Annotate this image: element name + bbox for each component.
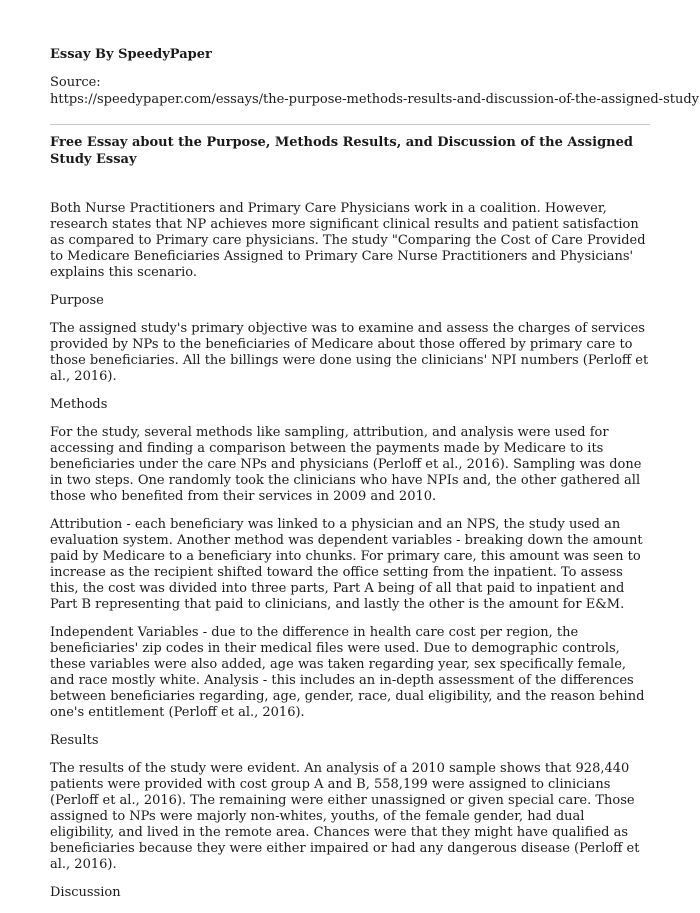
paragraph-independent-variables: Independent Variables - due to the difference in health care cost per region, the beneficiaries' zip codes in their medical files were used. Due to demographic controls, these variables were also added, age was taken regarding year, sex specifically female, and race mostly white. Analysis - this includes an in-depth assessment of the differences between beneficiaries regarding, age, gender, race, dual eligibility, and the reason behind one's entitlement (Perloff et al., 2016).: [50, 625, 645, 720]
essay-title: Free Essay about the Purpose, Methods Results, and Discussion of the Assigned Study Essay: [50, 135, 633, 167]
section-heading-results: Results: [50, 733, 99, 748]
essay-body: [50, 201, 650, 913]
paragraph-methods: For the study, several methods like sampling, attribution, and analysis were used for accessing and finding a comparison between the payments made by Medicare to its beneficiaries under the care NPs and physicians (Perloff et al., 2016). Sampling was done in two steps. One randomly took the clinicians who have NPIs and, the other gathered all those who benefited from their services in 2009 and 2010.: [50, 425, 642, 504]
paragraph-attribution: Attribution - each beneficiary was linked to a physician and an NPS, the study used an evaluation system. Another method was dependent variables - breaking down the amount paid by Medicare to a beneficiary into chunks. For primary care, this amount was seen to increase as the recipient shifted toward the office setting from the inpatient. To assess this, the cost was divided into three parts, Part A being of all that paid to inpatient and Part B representing that paid to clinicians, and lastly the other is the amount for E&M.: [50, 517, 643, 612]
paragraph-intro: Both Nurse Practitioners and Primary Care Physicians work in a coalition. However, research states that NP achieves more significant clinical results and patient satisfaction as compared to Primary care physicians. The study "Comparing the Cost of Care Provided to Medicare Beneficiaries Assigned to Primary Care Nurse Practitioners and Physicians' explains this scenario.: [50, 201, 646, 280]
paragraph-purpose: The assigned study's primary objective was to examine and assess the charges of services provided by NPs to the beneficiaries of Medicare about those offered by primary care to those beneficiaries. All the billings were done using the clinicians' NPI numbers (Perloff et al., 2016).: [50, 321, 649, 384]
header-divider: [50, 124, 650, 125]
document-header-title: Essay By SpeedyPaper: [50, 47, 212, 62]
section-heading-methods: Methods: [50, 397, 108, 412]
source-block: [50, 74, 699, 108]
paragraph-results: The results of the study were evident. An analysis of a 2010 sample shows that 928,440 patients were provided with cost group A and B, 558,199 were assigned to clinicians (Perloff et al., 2016). The remaining were either unassigned or given special care. Those assigned to NPs were majorly non-whites, youths, of the female gender, had dual eligibility, and lived in the remote area. Chances were that they might have qualified as beneficiaries because they were either impaired or had any dangerous disease (Perloff et al., 2016).: [50, 761, 640, 872]
section-heading-discussion: Discussion: [50, 885, 121, 900]
source-url: https://speedypaper.com/essays/the-purpose-methods-results-and-discussion-of-the-assigned-study: [50, 92, 699, 107]
source-label: Source:: [50, 75, 101, 90]
section-heading-purpose: Purpose: [50, 293, 104, 308]
